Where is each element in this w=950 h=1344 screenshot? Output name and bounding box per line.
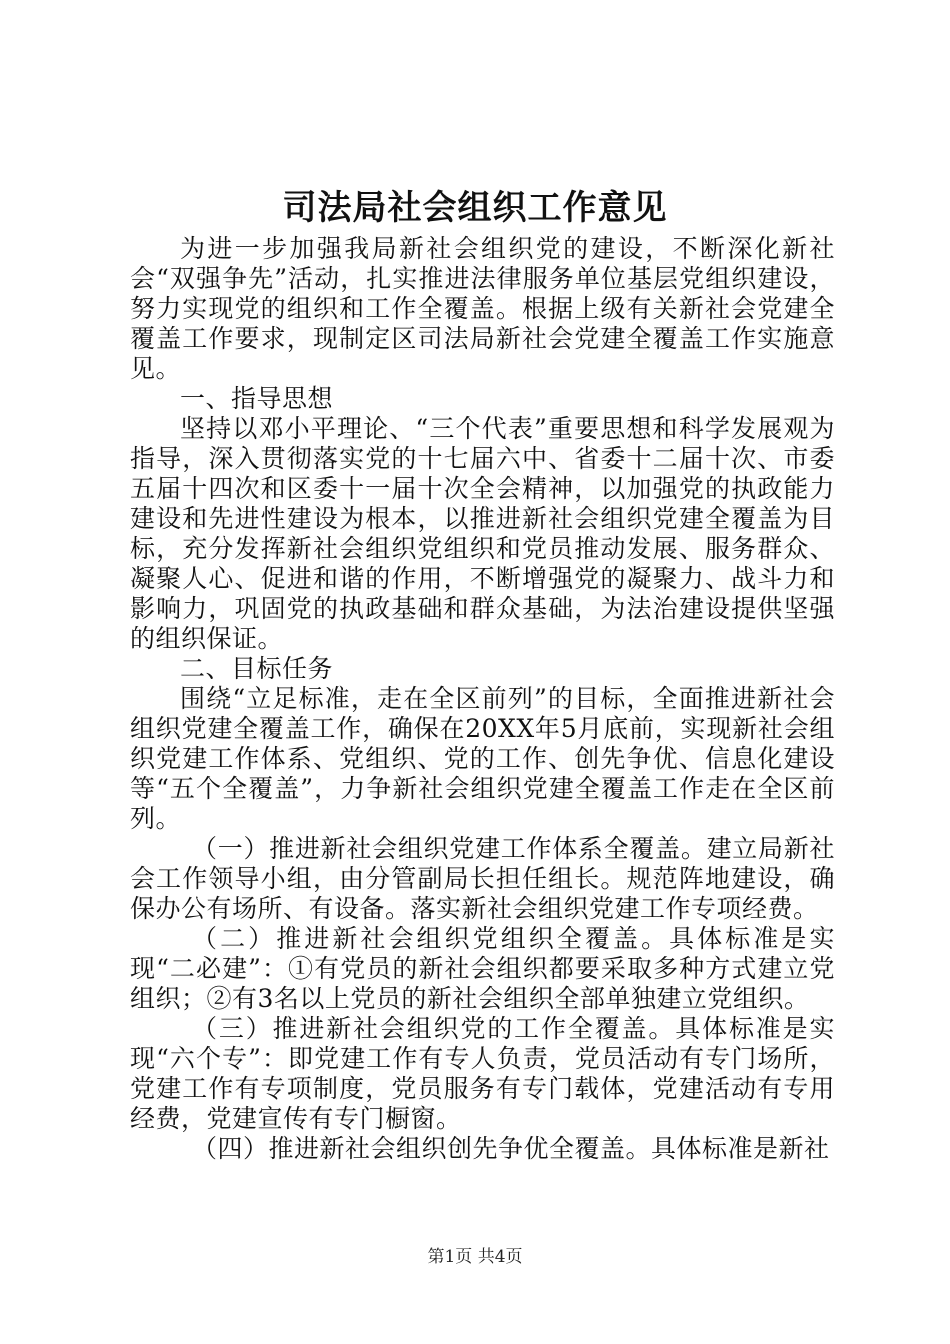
document-title: 司法局社会组织工作意见 [282, 188, 668, 228]
goals-paragraph: 围绕“立足标准，走在全区前列”的目标，全面推进新社会组织党建全覆盖工作，确保在20XX年5月底前，实现新社会组织党建工作体系、党组织、党的工作、创先争优、信息化建设等“五个全覆盖”，力争新社会组织党建全覆盖工作走在全区前列。 [130, 684, 835, 833]
section-heading-guiding-thought: 一、指导思想 [180, 384, 334, 413]
document-body [130, 234, 835, 1164]
page-footer: 第1页 共4页 [427, 1247, 523, 1267]
section-heading-goals: 二、目标任务 [180, 654, 334, 683]
subsection-1-paragraph: （一）推进新社会组织党建工作体系全覆盖。建立局新社会工作领导小组，由分管副局长担任组长。规范阵地建设，确保办公有场所、有设备。落实新社会组织党建工作专项经费。 [130, 834, 835, 923]
intro-paragraph: 为进一步加强我局新社会组织党的建设，不断深化新社会“双强争先”活动，扎实推进法律服务单位基层党组织建设，努力实现党的组织和工作全覆盖。根据上级有关新社会党建全覆盖工作要求，现制定区司法局新社会党建全覆盖工作实施意见。 [130, 234, 835, 383]
subsection-2-paragraph: （二）推进新社会组织党组织全覆盖。具体标准是实现“二必建”：①有党员的新社会组织都要采取多种方式建立党组织；②有3名以上党员的新社会组织全部单独建立党组织。 [130, 924, 835, 1013]
subsection-3-paragraph: （三）推进新社会组织党的工作全覆盖。具体标准是实现“六个专”：即党建工作有专人负责，党员活动有专门场所，党建工作有专项制度，党员服务有专门载体，党建活动有专用经费，党建宣传有专门橱窗。 [130, 1014, 835, 1133]
subsection-4-paragraph: （四）推进新社会组织创先争优全覆盖。具体标准是新社 [192, 1134, 830, 1163]
guiding-thought-paragraph: 坚持以邓小平理论、“三个代表”重要思想和科学发展观为指导，深入贯彻落实党的十七届六中、省委十二届十次、市委五届十四次和区委十一届十次全会精神，以加强党的执政能力建设和先进性建设为根本，以推进新社会组织党建全覆盖为目标，充分发挥新社会组织党组织和党员推动发展、服务群众、凝聚人心、促进和谐的作用，不断增强党的凝聚力、战斗力和影响力，巩固党的执政基础和群众基础，为法治建设提供坚强的组织保证。 [130, 414, 835, 653]
